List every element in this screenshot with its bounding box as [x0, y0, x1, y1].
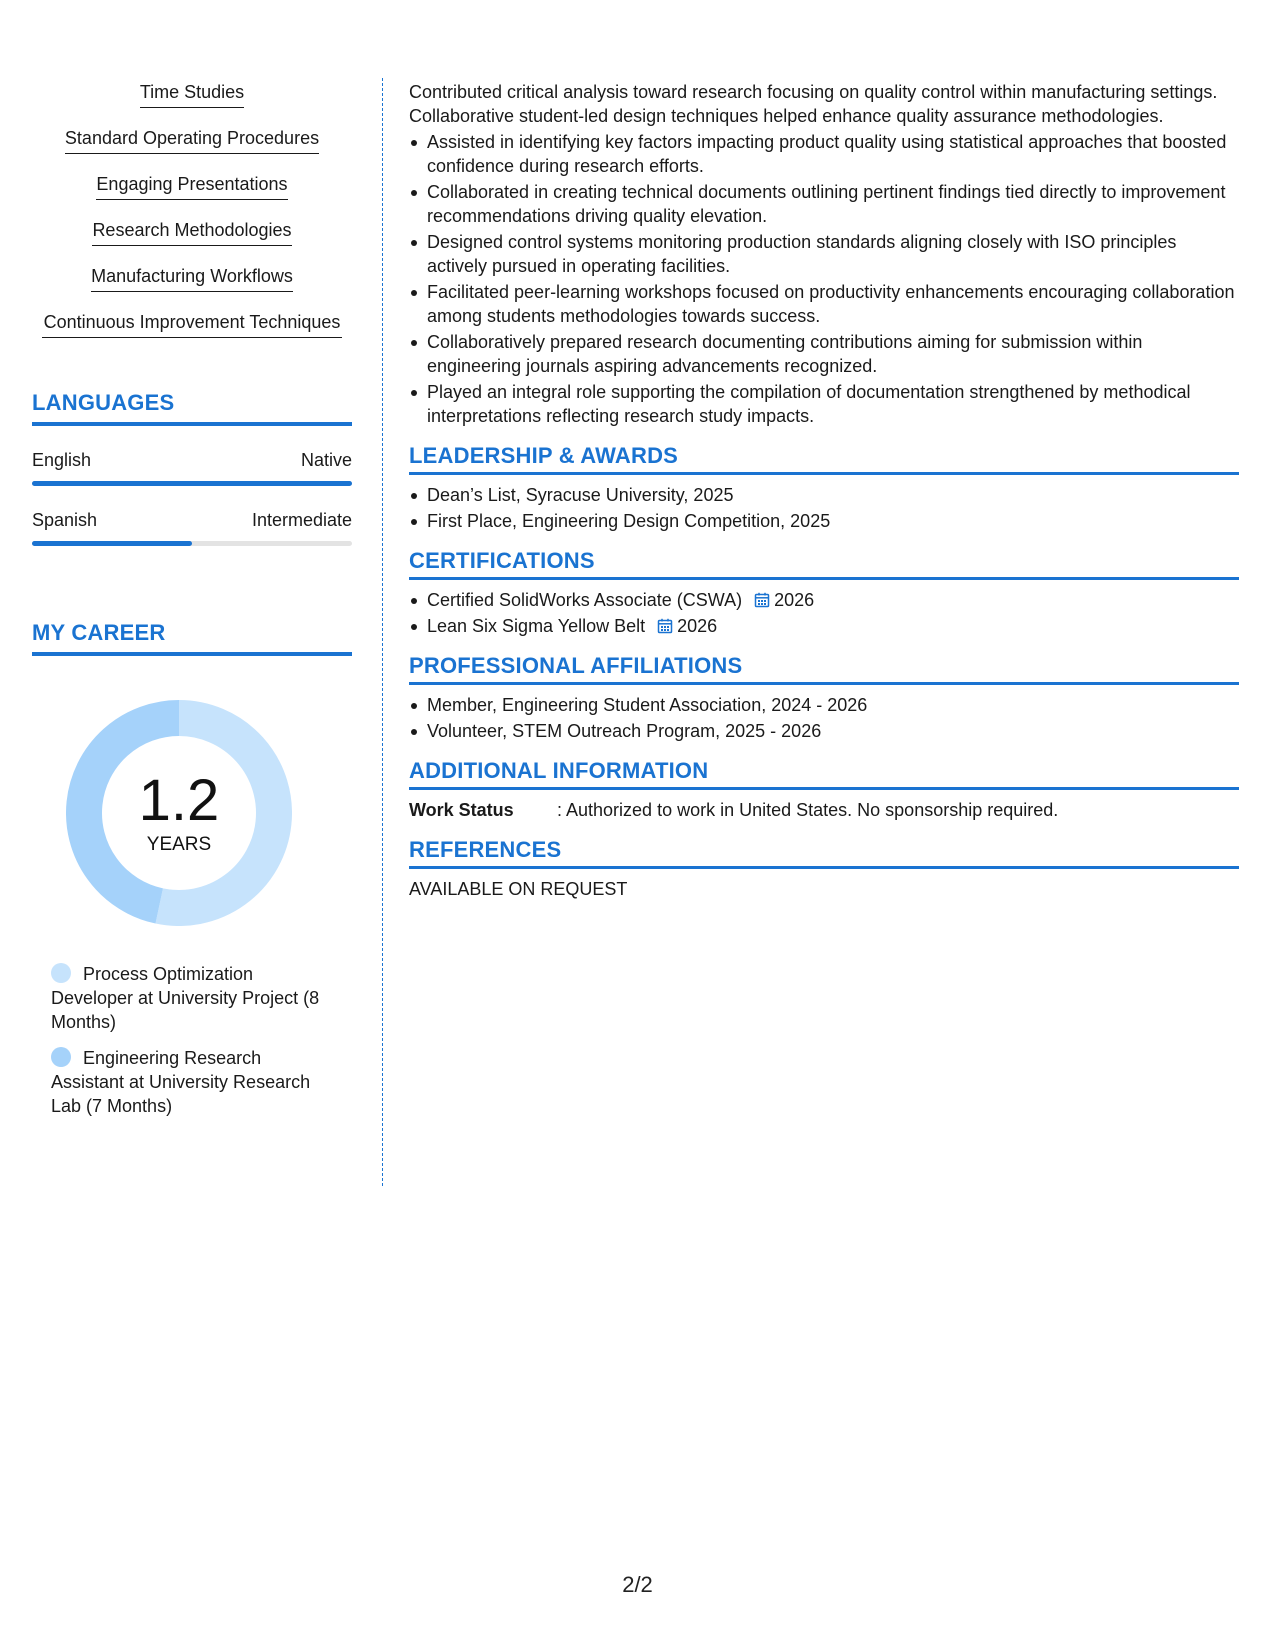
affiliation-item: Volunteer, STEM Outreach Program, 2025 - 2026	[409, 719, 1239, 743]
experience-bullet: Assisted in identifying key factors impacting product quality using statistical approaches that boosted confidence during research efforts.	[409, 130, 1239, 178]
language-english	[32, 450, 352, 486]
skill-item: Standard Operating Procedures	[65, 126, 319, 154]
language-spanish	[32, 510, 352, 546]
certifications-heading: CERTIFICATIONS	[409, 549, 1239, 580]
certification-name: Lean Six Sigma Yellow Belt	[427, 616, 646, 636]
experience-bullets	[409, 130, 1239, 428]
references-section	[409, 838, 1239, 901]
awards-section	[409, 444, 1239, 533]
certifications-section	[409, 549, 1239, 638]
skill-item: Continuous Improvement Techniques	[42, 310, 342, 338]
career-legend-label: Engineering Research Assistant at University Research Lab (7 Months)	[51, 1048, 311, 1116]
career-legend-label: Process Optimization Developer at University Project (8 Months)	[51, 964, 320, 1032]
career-legend-item	[51, 962, 321, 1034]
career-donut-chart	[66, 700, 292, 926]
certification-name: Certified SolidWorks Associate (CSWA)	[427, 590, 743, 610]
legend-dot-icon	[51, 1047, 71, 1067]
experience-bullet: Facilitated peer-learning workshops focused on productivity enhancements encouraging collaboration among students methodologies towards success.	[409, 280, 1239, 328]
legend-dot-icon	[51, 963, 71, 983]
right-column	[409, 80, 1239, 901]
career-legend	[51, 962, 321, 1118]
references-heading: REFERENCES	[409, 838, 1239, 869]
award-item: Dean’s List, Syracuse University, 2025	[409, 483, 1239, 507]
experience-bullet: Played an integral role supporting the compilation of documentation strengthened by methodical interpretations reflecting research study impacts.	[409, 380, 1239, 428]
certification-year: 2026	[774, 590, 815, 610]
calendar-icon	[754, 592, 770, 608]
career-total-unit: YEARS	[146, 834, 212, 855]
certification-item	[409, 588, 1239, 612]
skills-list	[32, 80, 352, 338]
experience-bullet: Designed control systems monitoring production standards aligning closely with ISO principles actively pursued in operating facilities.	[409, 230, 1239, 278]
skill-item: Research Methodologies	[92, 218, 291, 246]
additional-info-section	[409, 759, 1239, 822]
award-item: First Place, Engineering Design Competition, 2025	[409, 509, 1239, 533]
page-number: 2/2	[622, 1572, 653, 1597]
affiliations-heading: PROFESSIONAL AFFILIATIONS	[409, 654, 1239, 685]
language-level: Native	[300, 450, 352, 470]
affiliation-item: Member, Engineering Student Association, 2024 - 2026	[409, 693, 1239, 717]
language-proficiency-bar	[32, 481, 352, 486]
career-legend-item	[51, 1046, 321, 1118]
skill-item: Engaging Presentations	[96, 172, 287, 200]
affiliations-section	[409, 654, 1239, 743]
language-proficiency-fill	[32, 481, 352, 486]
awards-heading: LEADERSHIP & AWARDS	[409, 444, 1239, 475]
work-status-value: : Authorized to work in United States. No sponsorship required.	[557, 800, 1059, 820]
language-proficiency-bar	[32, 541, 352, 546]
experience-bullet: Collaborated in creating technical documents outlining pertinent findings tied directly to improvement recommendations driving quality elevation.	[409, 180, 1239, 228]
language-name: Spanish	[32, 510, 98, 530]
experience-bullet: Collaboratively prepared research documenting contributions aiming for submission within engineering journals aspiring advancements recognized.	[409, 330, 1239, 378]
experience-intro: Contributed critical analysis toward research focusing on quality control within manufacturing settings. Collaborative student-led design techniques helped enhance quality assurance methodologies.	[409, 82, 1218, 126]
skill-item: Time Studies	[140, 80, 244, 108]
language-proficiency-fill	[32, 541, 192, 546]
language-name: English	[32, 450, 92, 470]
left-column	[32, 80, 352, 1130]
certification-item	[409, 614, 1239, 638]
career-total-years: 1.2	[138, 768, 220, 833]
skill-item: Manufacturing Workflows	[91, 264, 293, 292]
additional-info-heading: ADDITIONAL INFORMATION	[409, 759, 1239, 790]
languages-heading: LANGUAGES	[32, 390, 352, 426]
calendar-icon	[657, 618, 673, 634]
language-level: Intermediate	[251, 510, 352, 530]
career-heading: MY CAREER	[32, 620, 352, 656]
work-status-label: Work Status	[409, 800, 514, 820]
certification-year: 2026	[677, 616, 718, 636]
column-divider	[382, 78, 383, 1186]
references-text: AVAILABLE ON REQUEST	[409, 879, 628, 899]
